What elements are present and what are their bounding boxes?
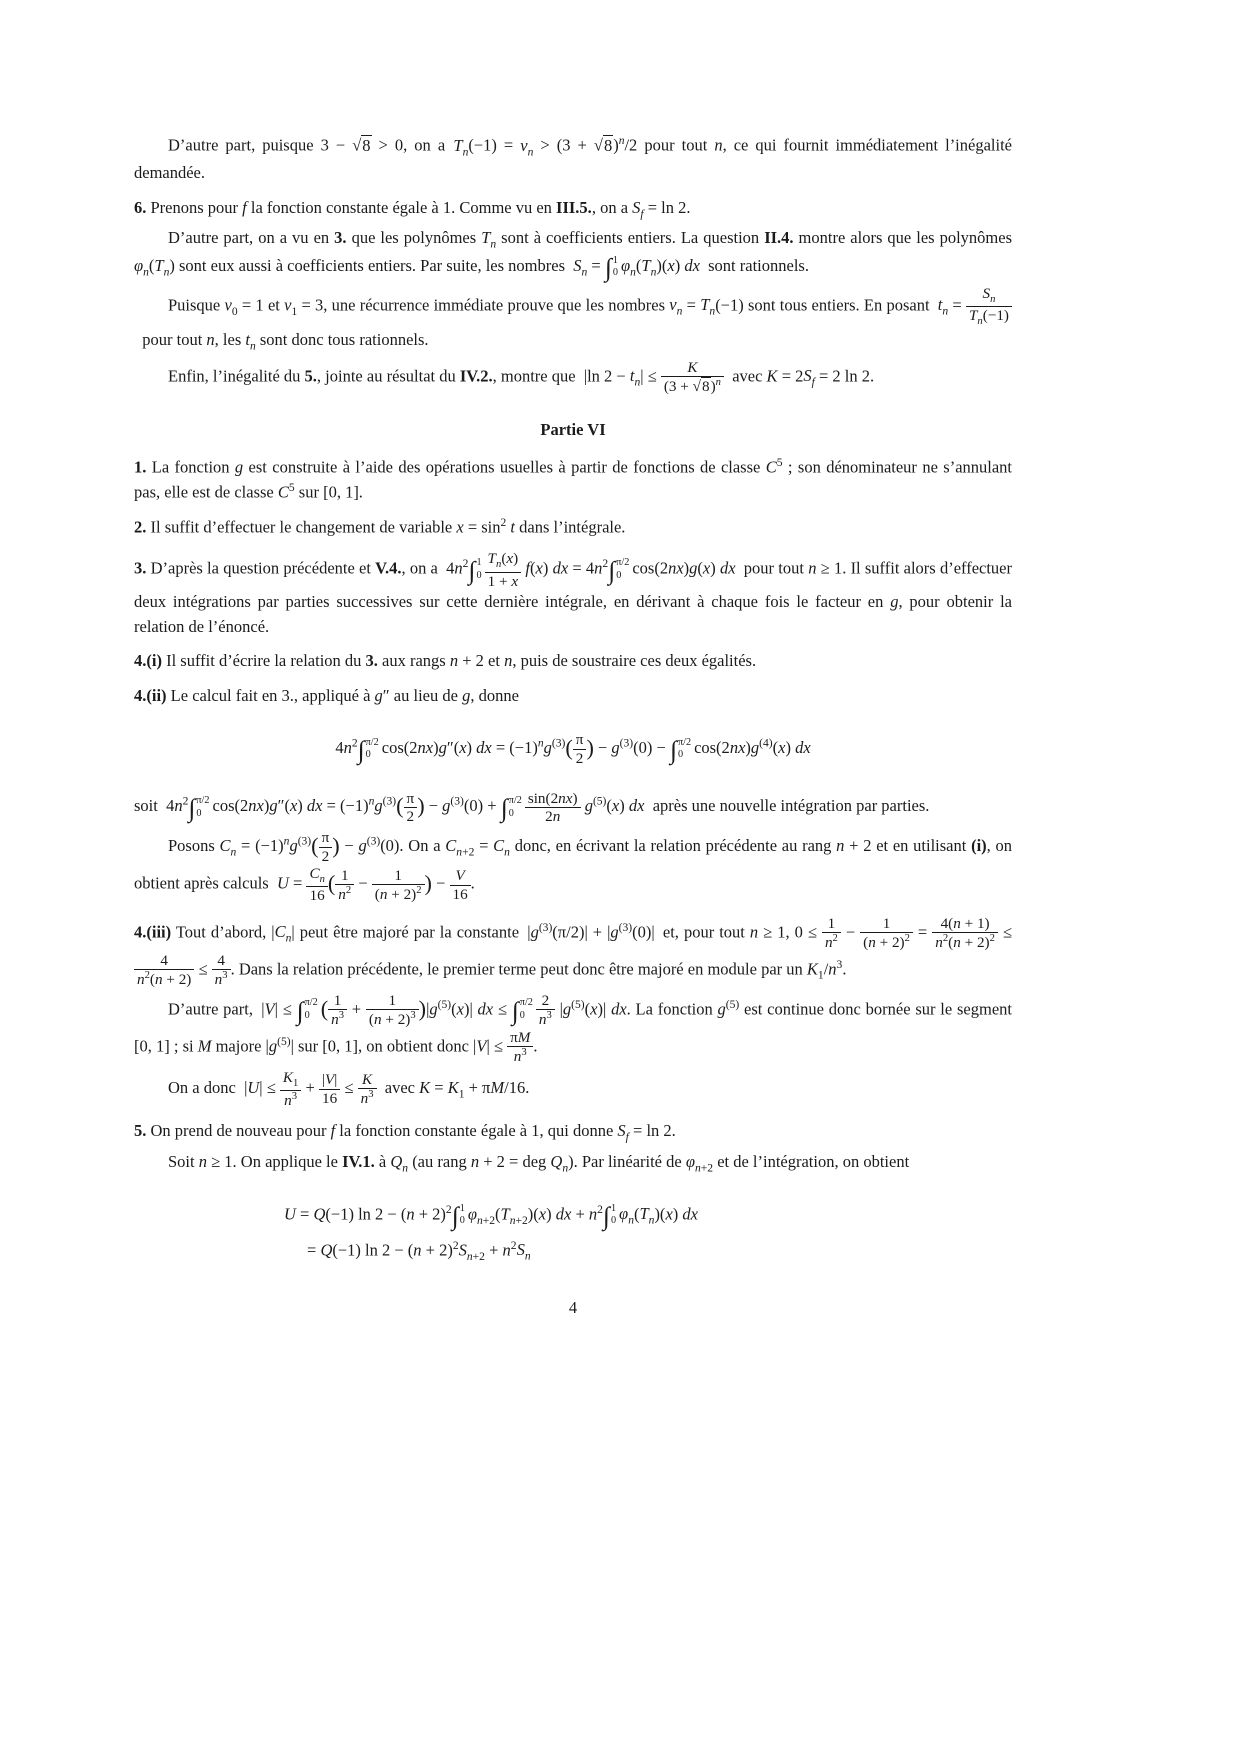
item-4iii: 4.(iii) Tout d’abord, $|C_n|$ peut être majoré par la constante $|g^{(3)}(\pi/2)| + |g^{(3)}(0)|$ et, pour tout n ≥ 1, 0 ≤ $\frac{1}{n^2}$ − $\frac{1}{(n + 2)^2}$ = $\frac{4(n + 1)}{n^2(n + 2)^2}$ ≤ $\frac{4}{n^2(n + 2)}$ ≤ $\frac{4}{n^3}$ . Dans la relation précédente, le premier terme peut donc être majoré en module par un $K_1/n^3$. [134, 914, 1012, 989]
display-eq-integration-by-parts: $4n^2\int$ π/2 0 cos(2nx)g″(x) dx = $(-1)^ng^{(3)}$( $\frac{\pi}{2}$ ) − $g^{(3)}(0)$ − ∫ π/2 0 $\cos(2nx)g^{(4)}(x)$ dx [335, 731, 811, 767]
item-1: 1. La fonction g est construite à l’aide des opérations usuelles à partir de fonctions de classe $C^5$ ; son dénominateur ne s’annulant pas, elle est de classe $C^5$ sur [0, 1]. [134, 456, 1013, 502]
para-soit-apres-integration: soit $4n^2\int$ π/2 0 cos(2nx)g″(x) dx = $(-1)^ng^{(3)}$( $\frac{\pi}{2}$ ) − $g^{(3)}(0)$ + ∫ π/2 0 $\frac{\sin(2nx)}{2n}$ $g^{(5)}(x)$ dx après une nouvelle intégration par parties. [134, 789, 930, 826]
math-solution-page [134, 130, 1012, 1321]
para-posons-cn: Posons $C_n = (-1)^ng^{(3)}$( $\frac{\pi}{2}$ ) − $g^{(3)}(0)$. On a $C_{n+2} = C_n$ donc, en écrivant la relation précédente au rang n + 2 et en utilisant (i), on obtient après calculs U = $\frac{C_n}{16}$ ( $\frac{1}{n^2}$ − $\frac{1}{(n + 2)^2}$ ) − $\frac{V}{16}$ . [134, 829, 1013, 905]
para-recurrence-rationals: Puisque $v_0 = 1$ et $v_1 = 3$, une récurrence immédiate prouve que les nombres $v_n = T_n(-1)$ sont tous entiers. En posant $t_n$ = $\frac{S_n}{T_n(-1)}$ pour tout n, les $t_n$ sont donc tous rationnels. [134, 285, 1012, 356]
para-majoration-u: On a donc |U| ≤ $\frac{K_1}{n^3}$ + $\frac{|V|}{16}$ ≤ $\frac{K}{n^3}$ avec $K = K_1 + \pi M/16$. [168, 1068, 530, 1110]
item-5: 5. On prend de nouveau pour f la fonction constante égale à 1, qui donne $S_f = \ln 2$. [134, 1121, 676, 1144]
display-eq-u-line1: U = Q(−1) $\ln 2 - (n + 2)^2\int$ 1 0 $\varphi_{n+2}(T_{n+2})(x)$ dx + $n^2\int$ 1 0 $\varphi_n(T_n)(x)$ dx [284, 1201, 698, 1231]
heading-partie-vi: Partie VI [540, 419, 606, 439]
item-6: 6. Prenons pour f la fonction constante égale à 1. Comme vu en III.5., on a $S_f = \ln 2$. [134, 197, 691, 221]
page-number: 4 [568, 1297, 578, 1317]
display-eq-u-line2: = Q(−1) $\ln 2 - (n + 2)^2S_{n+2} + n^2S_n$ [307, 1239, 531, 1263]
para-polynomials-integer-coeffs: D’autre part, on a vu en 3. que les polynômes $T_n$ sont à coefficients entiers. La question II.4. montre alors que les polynômes $\varphi_n(T_n)$ sont eux aussi à coefficients entiers. Par suite, les nombres $S_n$ = ∫ 1 0 $\varphi_n(T_n)(x)$ dx sont rationnels. [134, 228, 1012, 283]
para-majoration-v: D’autre part, |V| ≤ ∫ π/2 0 ( $\frac{1}{n^3}$ + $\frac{1}{(n + 2)^3}$ )$|g^{(5)}(x)|$ dx ≤ ∫ π/2 0 $\frac{2}{n^3}$ $|g^{(5)}(x)|$ dx. La fonction $g^{(5)}$ est continue donc bornée sur le segment [0, 1] ; si M majore $|g^{(5)}|$ sur [0, 1], on obtient donc |V| ≤ $\frac{\pi M}{n^3}$ . [134, 991, 1012, 1066]
item-4ii: 4.(ii) Le calcul fait en 3., appliqué à g″ au lieu de g, donne [134, 686, 519, 706]
item-4i: 4.(i) Il suffit d’écrire la relation du 3. aux rangs n + 2 et n, puis de soustraire ces deux égalités. [134, 651, 757, 671]
item-3: 3. D’après la question précédente et V.4., on a $4n^2\int$ 1 0 $\frac{T_n(x)}{1 + x}$ f(x) dx = $4n^2\int$ π/2 0 cos(2nx)g(x) dx pour tout n ≥ 1. Il suffit alors d’effectuer deux intégrations par parties successives sur cette dernière intégrale, en dérivant à chaque fois le facteur en g, pour obtenir la relation de l’énoncé. [134, 550, 1013, 636]
para-sqrt8-inequality: D’autre part, puisque 3 − √8 > 0, on a $T_n(-1) = v_n > (3 + √8)^n/2$ pour tout n, ce qui fournit immédiatement l’inégalité demandée. [134, 135, 1012, 183]
item-2: 2. Il suffit d’effectuer le changement de variable $x = \sin^2 t$ dans l’intégrale. [134, 517, 626, 537]
para-final-inequality: Enfin, l’inégalité du 5., jointe au résultat du IV.2., montre que |ln $2 - t_n|$ ≤ $\frac{K}{(3 + √8)^n}$ avec $K = 2S_f = 2$ ln 2. [168, 358, 875, 396]
para-application-iv1: Soit n ≥ 1. On applique le IV.1. à $Q_n$ (au rang n + 2 = deg $Q_n$). Par linéarité de $\varphi_{n+2}$ et de l’intégration, on obtient [168, 1152, 910, 1175]
